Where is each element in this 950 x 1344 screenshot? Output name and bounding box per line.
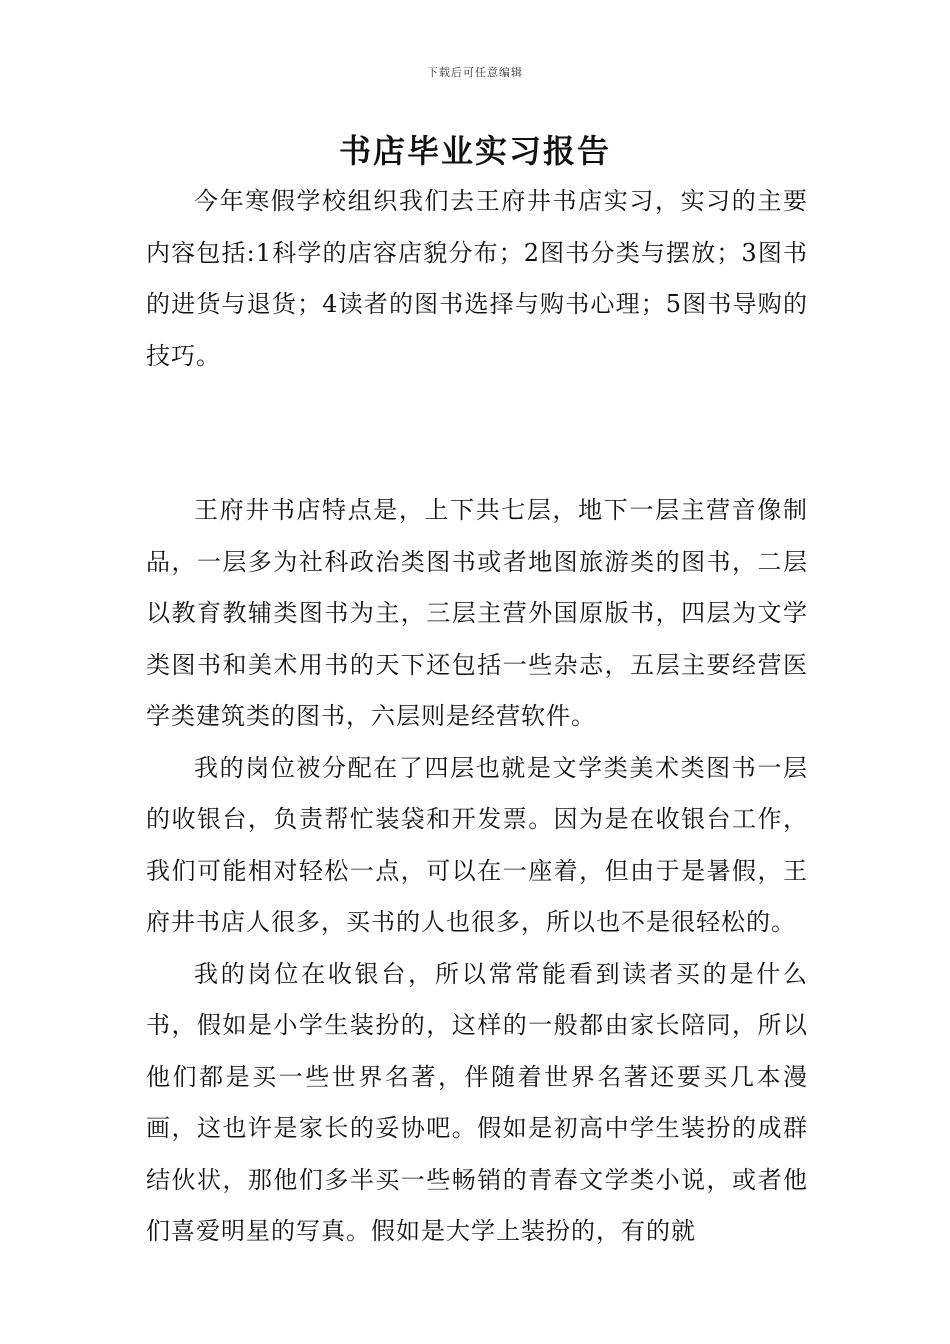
paragraph-spacer xyxy=(146,382,808,485)
document-body xyxy=(146,176,808,1258)
paragraph-intro: 今年寒假学校组织我们去王府井书店实习，实习的主要内容包括:1科学的店容店貌分布；2图书分类与摆放；3图书的进货与退货；4读者的图书选择与购书心理；5图书导购的技巧。 xyxy=(146,187,808,370)
header-note: 下载后可任意编辑 xyxy=(427,66,523,79)
document-title: 书店毕业实习报告 xyxy=(338,132,611,170)
paragraph-observations: 我的岗位在收银台，所以常常能看到读者买的是什么书，假如是小学生装扮的，这样的一般都由家长陪同，所以他们都是买一些世界名著，伴随着世界名著还要买几本漫画，这也许是家长的妥协吧。假如是初高中学生装扮的成群结伙状，那他们多半买一些畅销的青春文学类小说，或者他们喜爱明星的写真。假如是大学上装扮的，有的就 xyxy=(146,959,808,1245)
paragraph-position: 我的岗位被分配在了四层也就是文学类美术类图书一层的收银台，负责帮忙装袋和开发票。因为是在收银台工作，我们可能相对轻松一点，可以在一座着，但由于是暑假，王府井书店人很多，买书的人也很多，所以也不是很轻松的。 xyxy=(146,753,808,936)
paragraph-store-layout: 王府井书店特点是，上下共七层，地下一层主营音像制品，一层多为社科政治类图书或者地图旅游类的图书，二层以教育教辅类图书为主，三层主营外国原版书，四层为文学类图书和美术用书的天下还包括一些杂志，五层主要经营医学类建筑类的图书，六层则是经营软件。 xyxy=(146,496,808,730)
